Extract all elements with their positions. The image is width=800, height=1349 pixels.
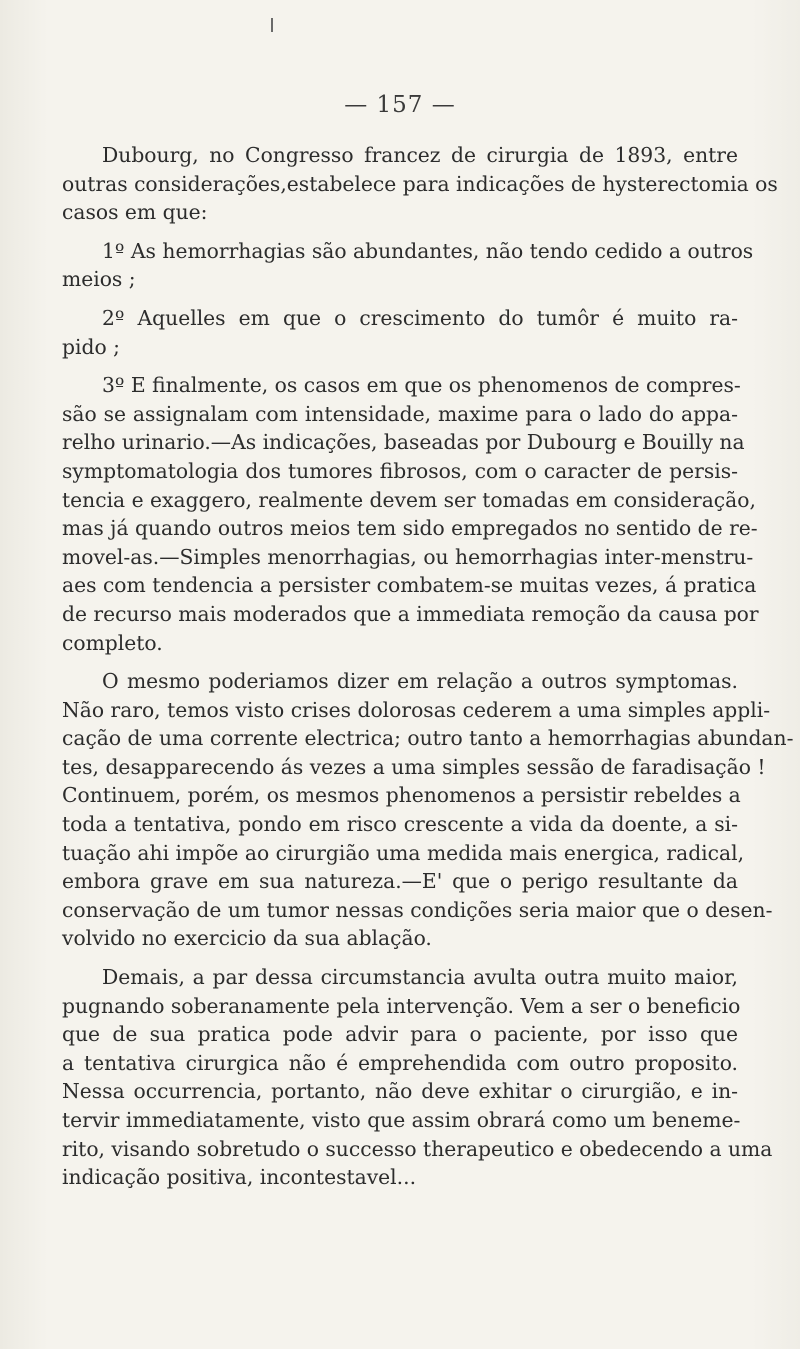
text-line: que de sua pratica pode advir para o paciente, por isso que xyxy=(62,1022,738,1047)
text-line: movel-as.—Simples menorrhagias, ou hemorrhagias inter-menstru- xyxy=(62,544,754,569)
text-line: 3º E finalmente, os casos em que os phenomenos de compres- xyxy=(102,373,741,398)
text-line: conservação de um tumor nessas condições seria maior que o desen- xyxy=(62,897,773,922)
text-line: rito, visando sobretudo o successo therapeutico e obedecendo a uma xyxy=(62,1136,773,1161)
text-line: tuação ahi impõe ao cirurgião uma medida mais energica, radical, xyxy=(62,840,745,865)
paragraph xyxy=(62,963,773,1192)
text-line: tes, desapparecendo ás vezes a uma simples sessão de faradisação ! xyxy=(62,754,766,779)
text-line: Dubourg, no Congresso francez de cirurgia de 1893, entre xyxy=(102,143,738,167)
text-line: outras considerações,estabelece para indicações de hysterectomia os xyxy=(62,171,778,196)
text-line: O mesmo poderiamos dizer em relação a outros symptomas. xyxy=(102,669,738,694)
paragraph xyxy=(62,304,738,361)
text-line: relho urinario.—As indicações, baseadas por Dubourg e Bouilly na xyxy=(62,430,745,455)
ink-speck xyxy=(271,18,273,32)
text-line: indicação positiva, incontestavel... xyxy=(62,1165,417,1190)
text-line: Não raro, temos visto crises dolorosas cederem a uma simples appli- xyxy=(62,697,771,722)
text-line: Nessa occurrencia, portanto, não deve exhitar o cirurgião, e in- xyxy=(62,1079,738,1104)
text-line: embora grave em sua natureza.—E' que o perigo resultante da xyxy=(62,869,738,894)
text-line: 1º As hemorrhagias são abundantes, não tendo cedido a outros xyxy=(102,238,754,263)
text-line: tencia e exaggero, realmente devem ser tomadas em consideração, xyxy=(62,487,756,512)
text-line: casos em que: xyxy=(62,200,208,225)
text-line: volvido no exercicio da sua ablação. xyxy=(62,926,432,951)
page-number: — 157 — xyxy=(344,92,456,118)
text-line: meios ; xyxy=(62,267,136,292)
paragraph xyxy=(62,667,794,953)
paragraph xyxy=(62,141,778,227)
text-line: tervir immediatamente, visto que assim obrará como um beneme- xyxy=(62,1108,741,1132)
text-line: pido ; xyxy=(62,334,120,359)
paragraph xyxy=(62,237,754,294)
text-line: toda a tentativa, pondo em risco crescente a vida da doente, a si- xyxy=(62,812,738,837)
text-line: 2º Aquelles em que o crescimento do tumôr é muito ra- xyxy=(102,305,738,330)
text-line: mas já quando outros meios tem sido empregados no sentido de re- xyxy=(62,516,758,541)
text-line: Continuem, porém, os mesmos phenomenos a persistir rebeldes a xyxy=(62,783,741,808)
text-line: pugnando soberanamente pela intervenção. Vem a ser o beneficio xyxy=(62,993,741,1018)
body-text xyxy=(62,141,794,1202)
text-line: cação de uma corrente electrica; outro tanto a hemorrhagias abundan- xyxy=(62,726,794,751)
text-line: a tentativa cirurgica não é emprehendida com outro proposito. xyxy=(62,1050,738,1075)
text-line: são se assignalam com intensidade, maxime para o lado do appa- xyxy=(62,401,738,426)
text-line: symptomatologia dos tumores fibrosos, com o caracter de persis- xyxy=(62,458,738,483)
text-line: completo. xyxy=(62,630,163,655)
paragraph xyxy=(62,371,759,657)
text-line: Demais, a par dessa circumstancia avulta outra muito maior, xyxy=(102,965,738,990)
text-line: aes com tendencia a persister combatem-se muitas vezes, á pratica xyxy=(62,573,757,598)
text-line: de recurso mais moderados que a immediata remoção da causa por xyxy=(62,601,759,626)
